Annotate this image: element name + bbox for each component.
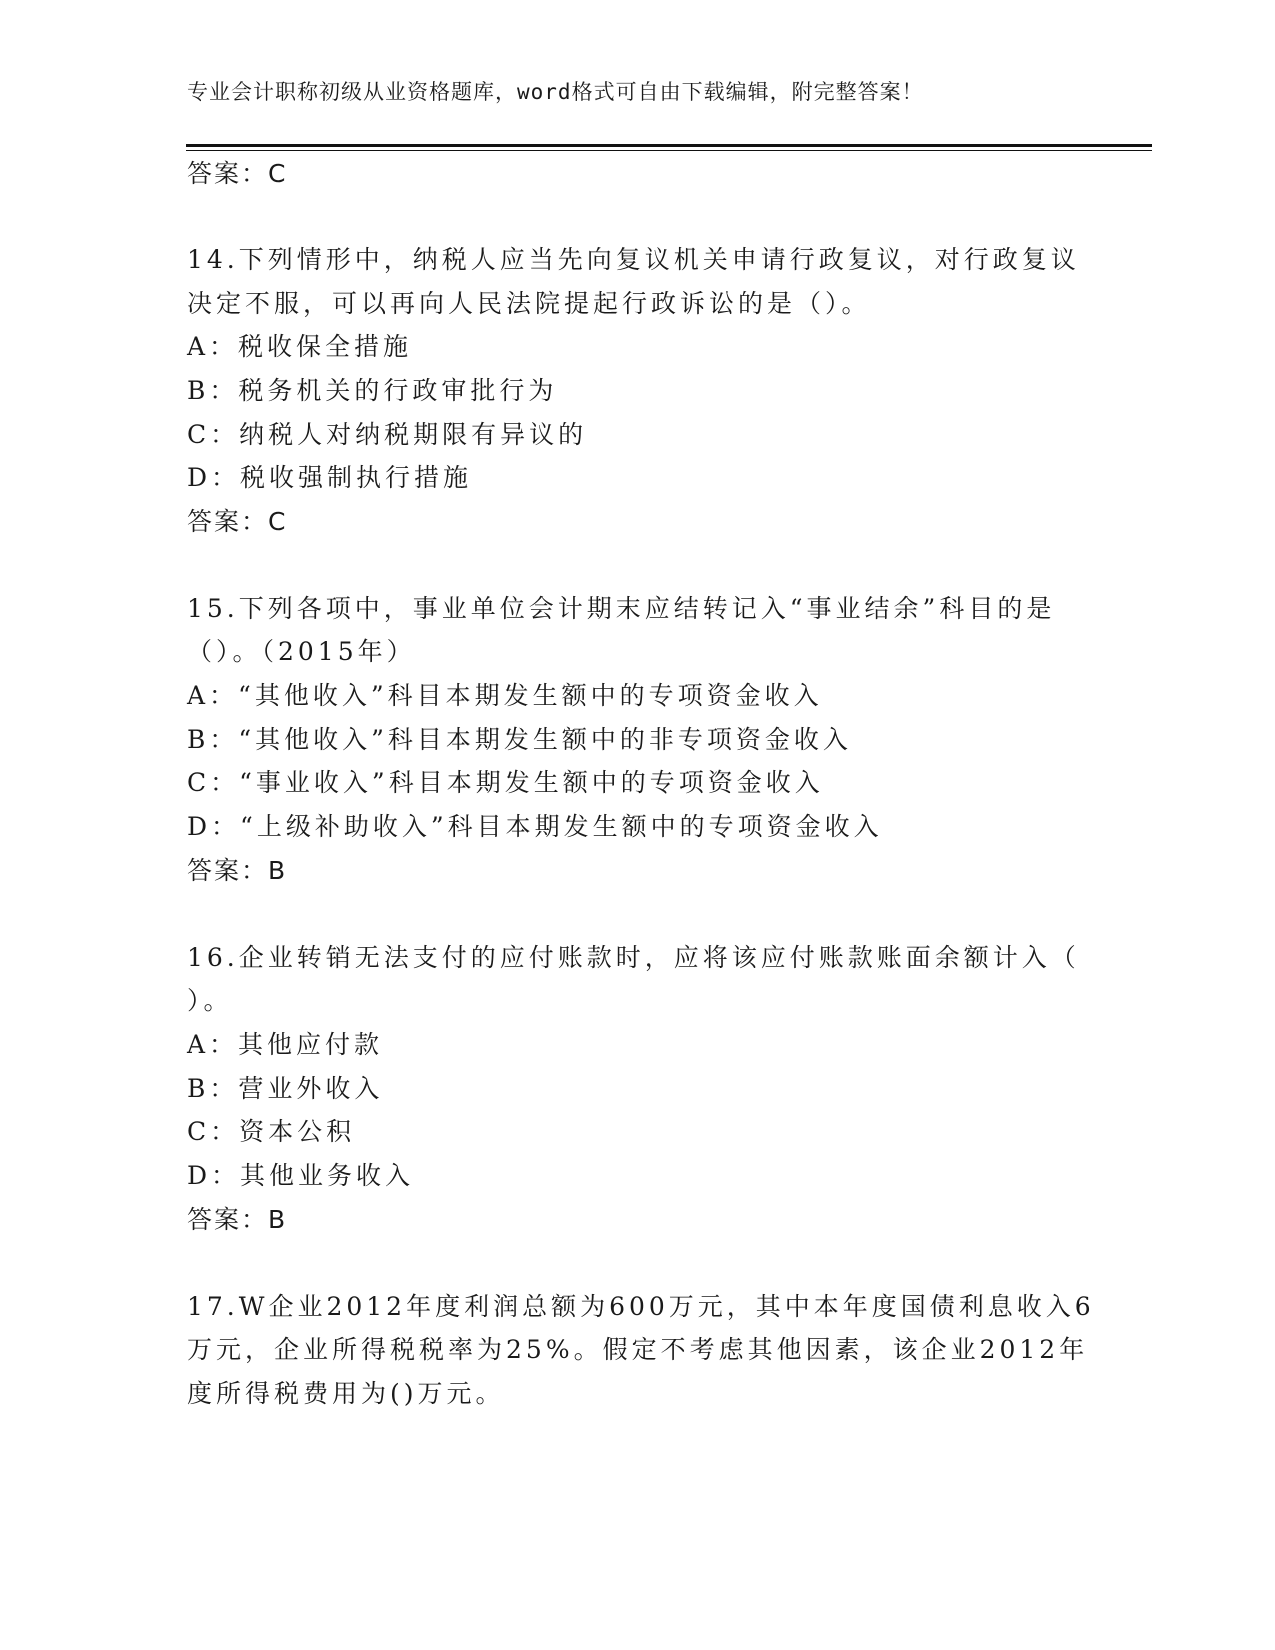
question-14-option-a: A：税收保全措施 xyxy=(187,332,413,361)
question-17-line-1: 17.W企业2012年度利润总额为600万元，其中本年度国债利息收入6 xyxy=(187,1292,1095,1321)
question-16-line-1: 16.企业转销无法支付的应付账款时，应将该应付账款账面余额计入（ xyxy=(187,943,1080,972)
question-14-option-d: D：税收强制执行措施 xyxy=(187,463,473,492)
question-16-option-d: D：其他业务收入 xyxy=(187,1161,415,1190)
question-16-option-a: A：其他应付款 xyxy=(187,1030,384,1059)
answer-15: 答案：B xyxy=(187,856,288,885)
question-15-option-b: B：“其他收入”科目本期发生额中的非专项资金收入 xyxy=(187,725,852,754)
header-divider-thin xyxy=(186,150,1152,151)
answer-16: 答案：B xyxy=(187,1205,288,1234)
question-14-line-1: 14.下列情形中，纳税人应当先向复议机关申请行政复议，对行政复议 xyxy=(187,245,1080,274)
answer-14: 答案：C xyxy=(187,507,288,536)
question-14-option-c: C：纳税人对纳税期限有异议的 xyxy=(187,420,588,449)
question-17-line-2: 万元，企业所得税税率为25%。假定不考虑其他因素，该企业2012年 xyxy=(187,1335,1089,1364)
answer-13: 答案：C xyxy=(187,159,288,188)
header-divider-thick xyxy=(186,144,1152,147)
question-16-option-c: C：资本公积 xyxy=(187,1117,356,1146)
question-16-option-b: B：营业外收入 xyxy=(187,1074,384,1103)
page-header: 专业会计职称初级从业资格题库，word格式可自由下载编辑，附完整答案！ xyxy=(187,80,924,104)
question-16-line-2: ）。 xyxy=(187,986,233,1015)
question-15-line-1: 15.下列各项中，事业单位会计期末应结转记入“事业结余”科目的是 xyxy=(187,594,1056,623)
question-14-line-2: 决定不服，可以再向人民法院提起行政诉讼的是（）。 xyxy=(187,289,871,318)
question-15-option-a: A：“其他收入”科目本期发生额中的专项资金收入 xyxy=(187,681,823,710)
question-15-option-d: D：“上级补助收入”科目本期发生额中的专项资金收入 xyxy=(187,812,883,841)
question-15-option-c: C：“事业收入”科目本期发生额中的专项资金收入 xyxy=(187,768,824,797)
question-17-line-3: 度所得税费用为()万元。 xyxy=(187,1379,505,1408)
question-15-line-2: （）。（2015年） xyxy=(187,637,416,666)
question-14-option-b: B：税务机关的行政审批行为 xyxy=(187,376,558,405)
